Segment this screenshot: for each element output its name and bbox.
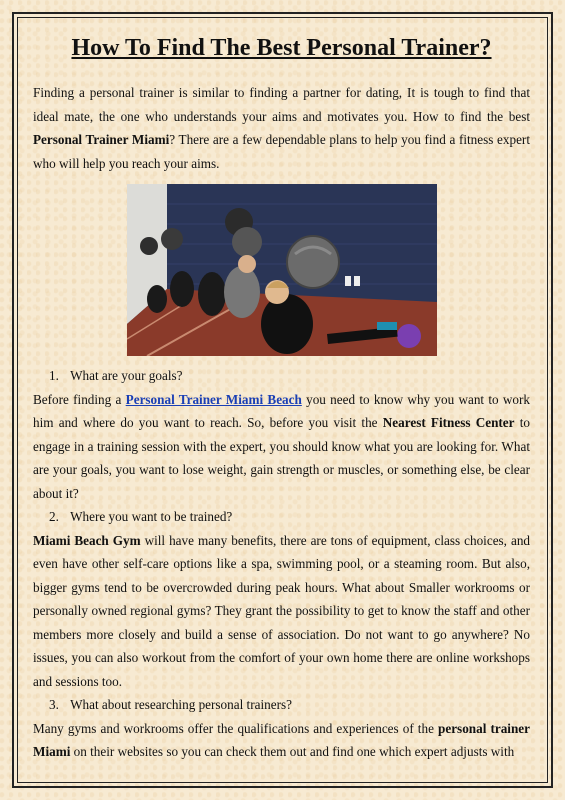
intro-paragraph: Finding a personal trainer is similar to finding a partner for dating, It is tough to find that ideal mate, the one who understands your aims and motivates you. How to find the best Personal Trainer Miami? There are a few dependable plans to help you find a fitness expert who will help you reach your aims. [33, 85, 530, 171]
bold-keyword: Personal Trainer Miami [33, 132, 170, 147]
paragraph-research: Many gyms and workrooms offer the qualifications and experiences of the personal trainer Miami on their websites so you can check them out and find one which expert adjusts with [33, 720, 530, 759]
bold-keyword: Miami Beach Gym [33, 532, 141, 548]
bold-keyword: personal trainer Miami [33, 720, 530, 759]
group-workout-photo [127, 184, 437, 356]
personal-trainer-miami-beach-link[interactable]: Personal Trainer Miami Beach [125, 391, 302, 407]
photo-illustration [127, 184, 437, 356]
section-heading: What are your goals? [70, 368, 183, 383]
paragraph-location: Miami Beach Gym will have many benefits, there are tons of equipment, class choices, and even have other self-care options like a spa, swimming pool, or a steaming room. But also, bigger gyms tend to be overcrowded during peak hours. What about Smaller workrooms or personally owned regional gyms? They grant the possibility to get to know the staff and other members more closely and build a sense of association. Do not want to go anywhere? No issues, you can also workout from the comfort of your own home there are online workshops and sessions too. [33, 532, 531, 689]
paragraph-goals: Before finding a Personal Trainer Miami Beach you need to know why you want to work him and where do you want to reach. So, before you visit the Nearest Fitness Center to engage in a training session with the expert, you should know what you are looking for. What are your goals, you want to lose weight, gain strength or muscles, or something else, be clear about it? [33, 391, 530, 501]
bold-keyword: Nearest Fitness Center [382, 415, 515, 430]
document-body [33, 33, 530, 764]
list-item-location: 2. Where you want to be trained? [49, 509, 233, 524]
section-heading: Where you want to be trained? [70, 509, 233, 524]
list-item-research: 3. What about researching personal trainers? [49, 697, 292, 712]
list-item-goals: 1. What are your goals? [49, 368, 183, 383]
section-heading: What about researching personal trainers? [70, 697, 292, 712]
page-title: How To Find The Best Personal Trainer? [71, 35, 492, 61]
